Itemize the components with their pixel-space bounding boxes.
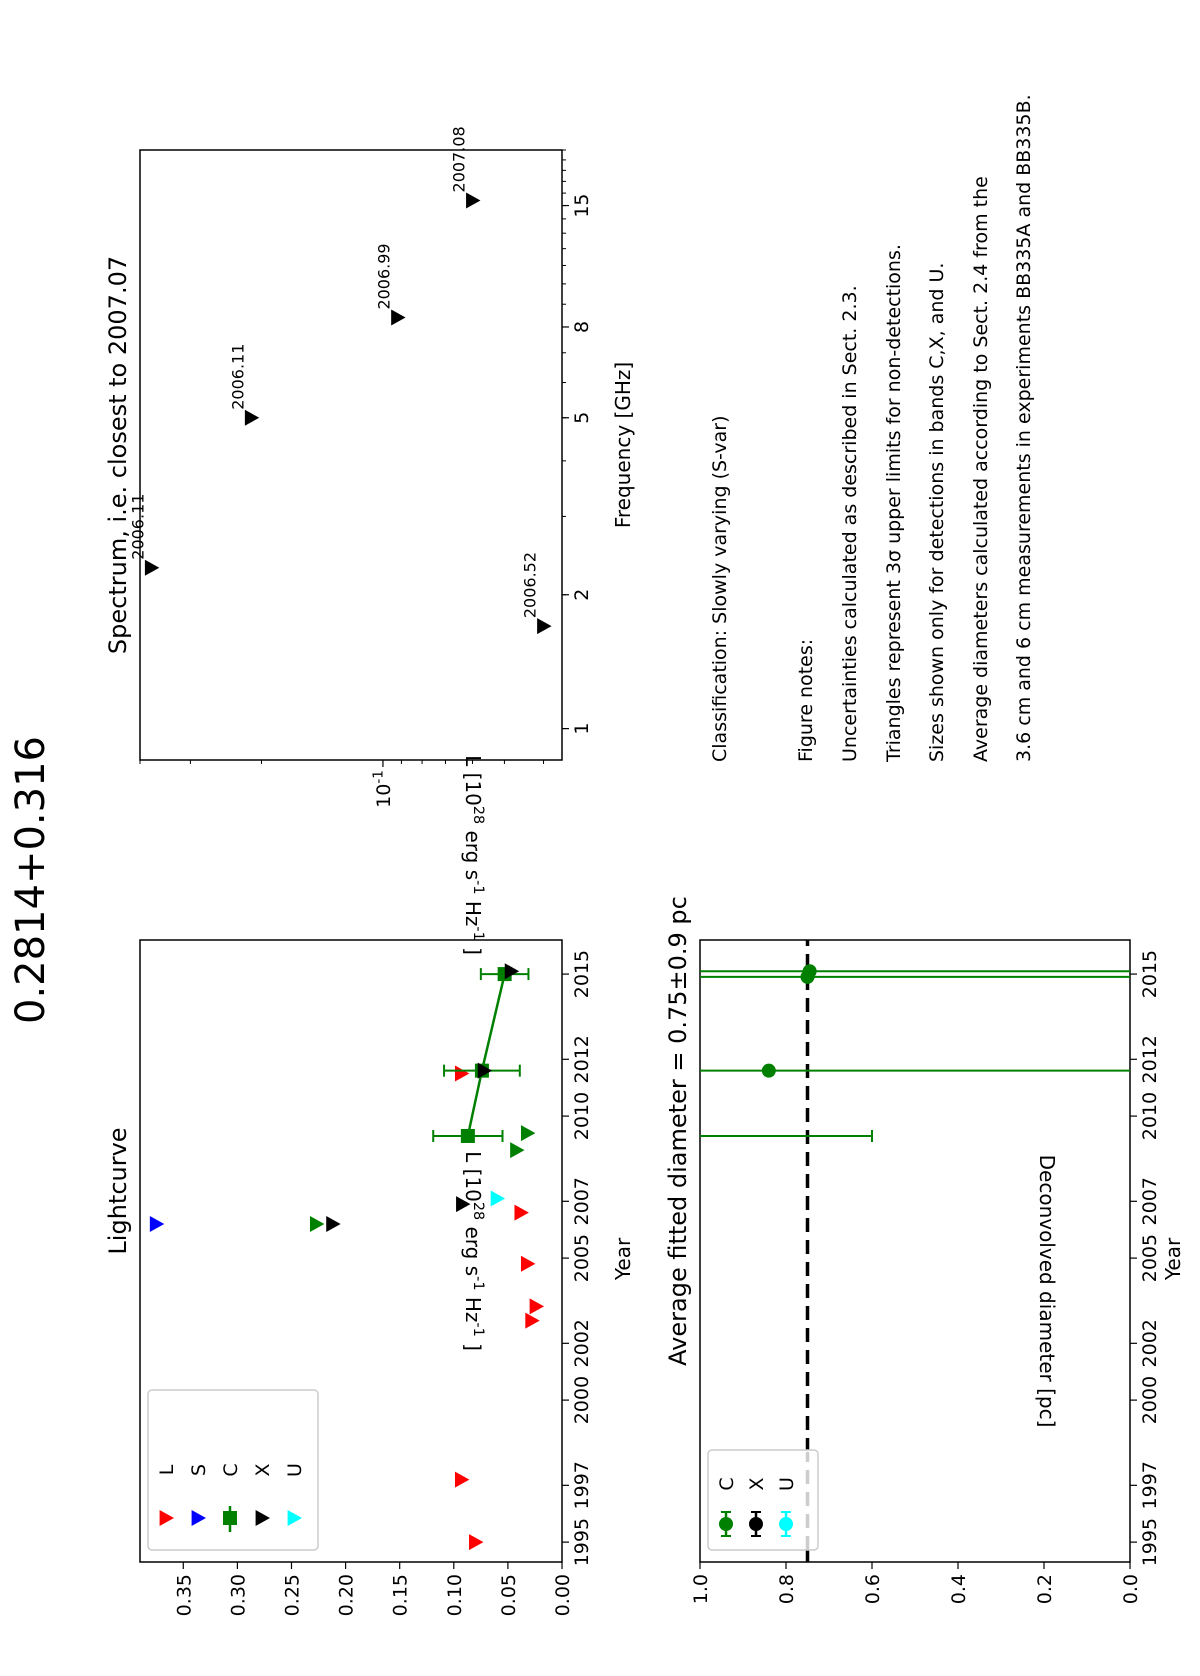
diameter-xtick-label: 2005 (1139, 1233, 1161, 1283)
diameter-point-C (762, 1064, 776, 1078)
lightcurve-ylabel: L [$10^{28}$ erg $s^{-1}$ $Hz^{-1}$ ] (461, 1151, 486, 1351)
figure-note: 3.6 cm and 6 cm measurements in experiments BB335A and BB335B. (1013, 94, 1035, 762)
lightcurve-upper-limit-L (455, 1065, 469, 1081)
spectrum-xtick-label: 8 (571, 320, 593, 334)
spectrum-point-label: 2006.99 (374, 243, 394, 310)
spectrum-xtick-label: 15 (571, 193, 593, 218)
figure-note: Figure notes: (795, 638, 817, 762)
lightcurve-upper-limit-X (505, 963, 519, 979)
diameter-xtick-label: 1997 (1139, 1461, 1161, 1510)
lightcurve-upper-limit-L (521, 1256, 535, 1272)
lightcurve-point-C (461, 1129, 475, 1143)
lightcurve-upper-limit-C (310, 1216, 324, 1232)
legend-label-C: C (220, 1463, 242, 1477)
diameter-panel (664, 896, 1185, 1604)
lightcurve-upper-limit-L (469, 1534, 483, 1550)
lightcurve-xtick-label: 2000 (571, 1375, 593, 1425)
lightcurve-ytick-label: 0.15 (389, 1574, 412, 1617)
diameter-ylabel: Deconvolved diameter [pc] (1035, 1154, 1059, 1428)
legend-label-S: S (188, 1463, 210, 1477)
diameter-xtick-label: 2012 (1139, 1035, 1161, 1084)
lightcurve-xlabel: Year (611, 1237, 635, 1281)
lightcurve-xtick-label: 1997 (571, 1461, 593, 1510)
lightcurve-xtick-label: 2005 (571, 1233, 593, 1283)
lightcurve-upper-limit-X (326, 1216, 340, 1232)
lightcurve-upper-limit-S (150, 1216, 164, 1232)
spectrum-ytick-label: $10^{-1}$ (370, 770, 395, 808)
spectrum-panel (104, 126, 635, 955)
diameter-xtick-label: 2010 (1139, 1091, 1161, 1141)
lightcurve-xtick-label: 2012 (571, 1035, 593, 1084)
spectrum-xtick-label: 1 (571, 722, 593, 735)
legend-label-C: C (716, 1477, 738, 1491)
lightcurve-ytick-label: 0.10 (443, 1574, 466, 1617)
legend-label-X: X (746, 1477, 768, 1491)
legend-label-U: U (776, 1477, 798, 1491)
lightcurve-upper-limit-L (514, 1205, 528, 1221)
diameter-ytick-label: 0.8 (776, 1574, 798, 1605)
diameter-xtick-label: 1995 (1139, 1517, 1161, 1567)
figure-notes (709, 94, 1035, 763)
legend-marker-C (223, 1511, 237, 1525)
lightcurve-upper-limit-L (525, 1313, 539, 1329)
lightcurve-legend (148, 1390, 318, 1550)
diameter-point-C (803, 964, 817, 978)
legend-label-X: X (252, 1463, 274, 1477)
lightcurve-ytick-label: 0.00 (552, 1574, 574, 1617)
diameter-xtick-label: 2007 (1139, 1177, 1161, 1226)
lightcurve-ytick-label: 0.05 (497, 1574, 520, 1617)
lightcurve-ytick-label: 0.30 (227, 1574, 250, 1617)
diameter-ytick-label: 1.0 (690, 1574, 712, 1605)
spectrum-point-label: 2007.08 (449, 126, 469, 193)
diameter-legend (708, 1450, 818, 1550)
spectrum-point-label: 2006.52 (520, 551, 540, 619)
spectrum-upper-limit (391, 310, 405, 326)
lightcurve-ytick-label: 0.20 (335, 1574, 358, 1617)
lightcurve-upper-limit-U (491, 1190, 505, 1206)
lightcurve-xtick-label: 2010 (571, 1091, 593, 1141)
spectrum-upper-limit (466, 192, 480, 208)
diameter-ytick-label: 0.2 (1034, 1574, 1056, 1605)
spectrum-frame (140, 150, 562, 760)
lightcurve-xtick-label: 2007 (571, 1177, 593, 1226)
diameter-xtick-label: 2015 (1139, 949, 1161, 999)
figure-note: Uncertainties calculated as described in Sect. 2.3. (839, 285, 861, 762)
legend-marker-C (719, 1517, 733, 1531)
diameter-ytick-label: 0.0 (1120, 1574, 1142, 1605)
figure-note: Classification: Slowly varying (S-var) (709, 415, 731, 762)
diameter-ytick-label: 0.4 (948, 1574, 970, 1605)
lightcurve-title: Lightcurve (104, 1127, 132, 1255)
diameter-title: Average fitted diameter = 0.75±0.9 pc (664, 896, 692, 1366)
legend-label-U: U (284, 1463, 306, 1477)
lightcurve-xtick-label: 1995 (571, 1517, 593, 1567)
lightcurve-xtick-label: 2002 (571, 1319, 593, 1368)
legend-marker-U (779, 1517, 793, 1531)
diameter-xtick-label: 2000 (1139, 1375, 1161, 1425)
diameter-ytick-label: 0.6 (862, 1574, 884, 1605)
spectrum-upper-limit (537, 618, 551, 634)
legend-marker-X (749, 1517, 763, 1531)
lightcurve-upper-limit-L (455, 1472, 469, 1488)
lightcurve-ytick-label: 0.35 (173, 1574, 196, 1617)
figure-note: Sizes shown only for detections in bands C,X, and U. (926, 262, 948, 762)
spectrum-title: Spectrum, i.e. closest to 2007.07 (104, 255, 132, 655)
lightcurve-panel (104, 940, 635, 1616)
spectrum-xlabel: Frequency [GHz] (611, 361, 635, 529)
figure-title: 0.2814+0.316 (8, 736, 54, 1024)
lightcurve-ytick-label: 0.25 (281, 1574, 304, 1617)
spectrum-upper-limit (145, 560, 159, 576)
figure-note: Average diameters calculated according to Sect. 2.4 from the (970, 176, 992, 762)
lightcurve-upper-limit-C (510, 1142, 524, 1158)
lightcurve-c-line (468, 974, 505, 1136)
spectrum-ylabel: L [$10^{28}$ erg $s^{-1}$ $Hz^{-1}$ ] (461, 755, 486, 955)
spectrum-xtick-label: 5 (571, 411, 593, 424)
lightcurve-xtick-label: 2015 (571, 949, 593, 999)
lightcurve-upper-limit-C (521, 1125, 535, 1141)
spectrum-upper-limit (245, 410, 259, 426)
spectrum-point-label: 2006.11 (228, 343, 248, 410)
diameter-xlabel: Year (1161, 1237, 1185, 1281)
spectrum-xtick-label: 2 (571, 588, 593, 601)
diameter-xtick-label: 2002 (1139, 1319, 1161, 1368)
legend-label-L: L (156, 1464, 178, 1476)
lightcurve-upper-limit-L (530, 1298, 544, 1314)
figure-note: Triangles represent 3σ upper limits for non-detections. (883, 244, 905, 762)
spectrum-point-label: 2006.11 (128, 493, 148, 560)
